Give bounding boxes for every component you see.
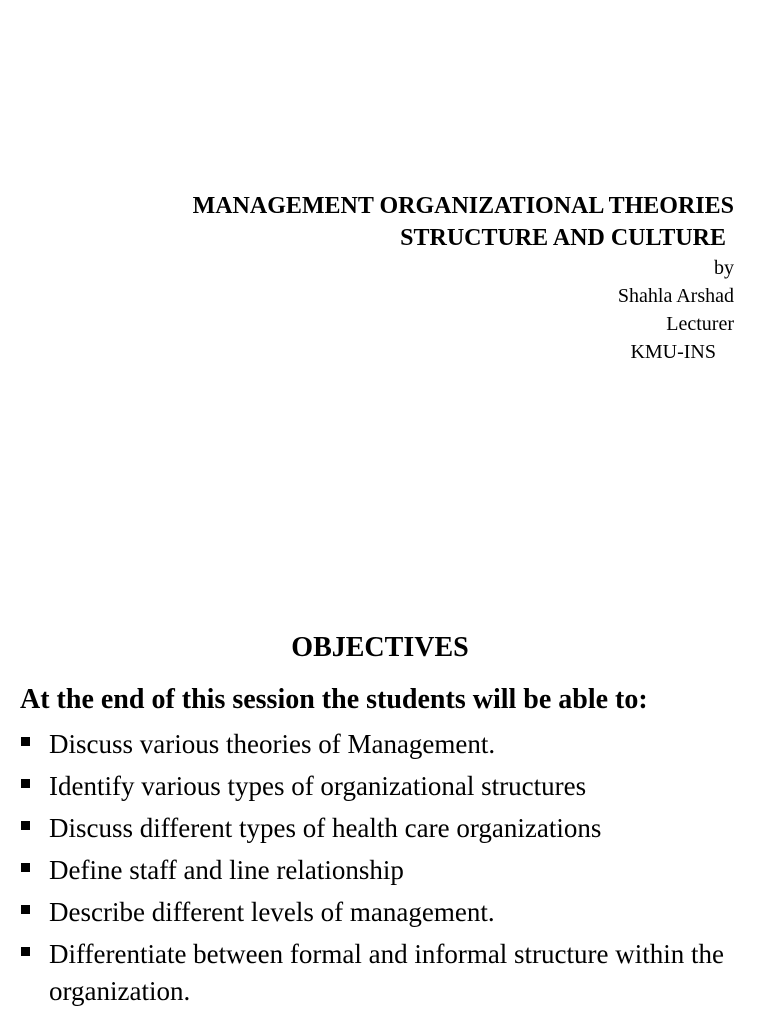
objectives-heading: OBJECTIVES (291, 632, 469, 663)
presentation-title-line-2: STRUCTURE AND CULTURE (400, 225, 726, 251)
objectives-intro: At the end of this session the students will be able to: (20, 684, 648, 715)
square-bullet-icon (21, 863, 30, 872)
square-bullet-icon (21, 905, 30, 914)
square-bullet-icon (21, 947, 30, 956)
objective-text: Define staff and line relationship (49, 855, 404, 885)
objective-item (20, 810, 740, 847)
author-role: Lecturer (666, 313, 734, 335)
author-name: Shahla Arshad (617, 285, 734, 307)
square-bullet-icon (21, 737, 30, 746)
objective-item (20, 768, 740, 805)
objective-item (20, 726, 740, 763)
objective-text: Discuss different types of health care organizations (49, 813, 602, 843)
objectives-slide (0, 512, 768, 1024)
by-label: by (714, 257, 734, 279)
objective-text: Describe different levels of management. (49, 897, 495, 927)
square-bullet-icon (21, 821, 30, 830)
title-block (193, 190, 734, 366)
objective-text: Identify various types of organizational structures (49, 771, 587, 801)
objectives-list (20, 726, 740, 1015)
objective-item (20, 894, 740, 931)
objective-text: Differentiate between formal and informal structure within the organization. (49, 939, 724, 1006)
objective-item (20, 852, 740, 889)
author-institution: KMU-INS (630, 341, 716, 363)
square-bullet-icon (21, 779, 30, 788)
presentation-title-line-1: MANAGEMENT ORGANIZATIONAL THEORIES (192, 193, 734, 219)
objective-text: Discuss various theories of Management. (49, 729, 496, 759)
objective-item (20, 936, 740, 1010)
